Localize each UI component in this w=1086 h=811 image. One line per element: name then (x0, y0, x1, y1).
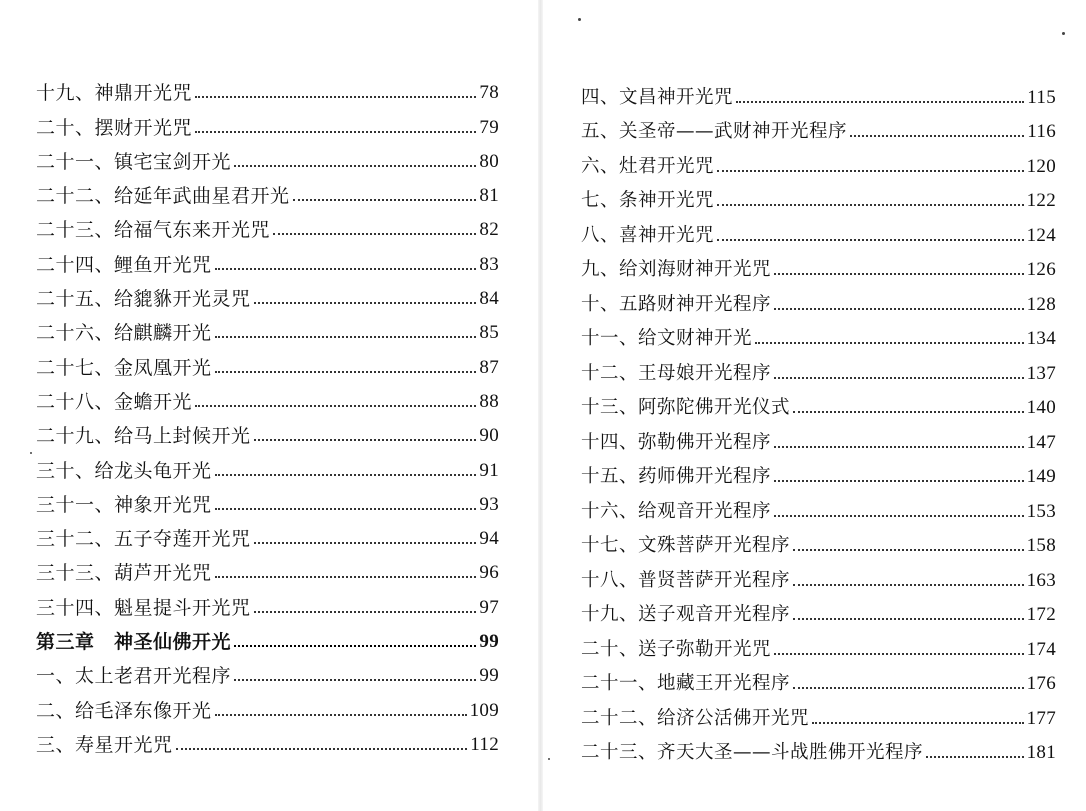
dot-leader (774, 446, 1024, 448)
toc-entry-title: 十九、送子观音开光程序 (581, 604, 791, 625)
toc-entry-page-number: 115 (1027, 86, 1056, 108)
toc-entry-title: 二十四、鲤鱼开光咒 (36, 253, 212, 276)
toc-entry-title: 二十二、给延年武曲星君开光 (36, 185, 290, 208)
toc-entry-page-number: 84 (479, 288, 499, 310)
toc-entry-title: 第三章 神圣仙佛开光 (36, 631, 232, 654)
toc-entry-page-number: 112 (470, 733, 499, 755)
dot-leader (195, 131, 476, 133)
toc-entry[interactable] (36, 181, 499, 215)
dot-leader (774, 480, 1024, 482)
dot-leader (793, 411, 1024, 413)
toc-entry-page-number: 90 (479, 425, 499, 447)
dot-leader (176, 748, 468, 750)
dot-leader (293, 199, 477, 201)
toc-entry-page-number: 181 (1026, 742, 1056, 763)
dot-leader (717, 239, 1024, 241)
dot-leader (793, 687, 1024, 689)
toc-entry-page-number: 85 (479, 322, 499, 344)
toc-entry-page-number: 93 (479, 493, 499, 515)
dot-leader (812, 722, 1024, 724)
toc-entry-title: 二十三、给福气东来开光咒 (36, 219, 271, 242)
toc-entry-title: 二十九、给马上封候开光 (36, 425, 251, 448)
dot-leader (215, 576, 477, 578)
toc-entry-page-number: 137 (1026, 362, 1056, 384)
toc-entry-page-number: 96 (479, 562, 499, 584)
toc-entry-page-number: 88 (479, 390, 499, 412)
toc-entry[interactable] (36, 524, 499, 558)
dot-leader (850, 135, 1024, 137)
right-page (543, 0, 1086, 811)
toc-entry[interactable] (581, 427, 1056, 462)
toc-entry[interactable] (581, 289, 1056, 324)
toc-entry[interactable] (36, 147, 499, 181)
toc-entry-title: 一、太上老君开光程序 (36, 665, 232, 688)
dot-leader (717, 170, 1024, 172)
toc-entry-title: 三十二、五子夺莲开光咒 (36, 528, 251, 551)
toc-entry-page-number: 122 (1026, 190, 1056, 211)
toc-entry[interactable] (36, 661, 499, 695)
dot-leader (793, 584, 1024, 586)
toc-entry[interactable] (36, 387, 499, 421)
toc-entry[interactable] (36, 112, 499, 146)
dot-leader (774, 273, 1024, 275)
dot-leader (215, 474, 477, 476)
toc-entry-title: 十六、给观音开光程序 (581, 500, 772, 522)
toc-list-left (36, 78, 499, 764)
dot-leader (254, 542, 477, 544)
toc-entry[interactable] (36, 284, 499, 318)
toc-entry-title: 二十七、金凤凰开光 (36, 356, 212, 379)
toc-entry-page-number: 97 (479, 596, 499, 618)
toc-entry-page-number: 91 (479, 459, 499, 481)
toc-entry-title: 十八、普贤菩萨开光程序 (581, 569, 791, 591)
toc-entry-title: 三、寿星开光咒 (36, 733, 173, 756)
toc-entry-page-number: 87 (479, 356, 499, 378)
toc-entry-page-number: 94 (479, 528, 499, 550)
toc-entry-page-number: 120 (1026, 155, 1056, 177)
dot-leader (755, 342, 1024, 344)
toc-entry[interactable] (581, 358, 1056, 393)
toc-entry-page-number: 124 (1026, 224, 1056, 246)
toc-entry-title: 五、关圣帝——武财神开光程序 (581, 121, 848, 142)
toc-entry[interactable] (581, 186, 1056, 221)
scan-speck (548, 758, 550, 760)
dot-leader (736, 101, 1024, 103)
toc-entry-page-number: 176 (1026, 673, 1056, 694)
dot-leader (234, 645, 476, 647)
toc-entry-page-number: 83 (479, 253, 499, 275)
dot-leader (254, 302, 477, 304)
toc-entry-title: 十三、阿弥陀佛开光仪式 (581, 397, 791, 418)
toc-entry[interactable] (36, 421, 499, 455)
toc-entry[interactable] (581, 634, 1056, 669)
toc-entry[interactable] (581, 462, 1056, 497)
dot-leader (717, 204, 1024, 206)
toc-entry-title: 十九、神鼎开光咒 (36, 82, 193, 105)
toc-entry[interactable] (581, 496, 1056, 531)
toc-entry-page-number: 78 (479, 82, 499, 104)
dot-leader (793, 549, 1024, 551)
toc-entry[interactable] (36, 558, 499, 592)
toc-entry[interactable] (581, 669, 1056, 704)
toc-entry-title: 八、喜神开光咒 (581, 224, 715, 246)
dot-leader (215, 268, 477, 270)
toc-entry-page-number: 128 (1026, 293, 1056, 315)
dot-leader (793, 618, 1024, 620)
scan-speck (1062, 32, 1065, 35)
toc-entry-title: 二十三、齐天大圣——斗战胜佛开光程序 (581, 742, 924, 763)
dot-leader (234, 165, 476, 167)
toc-entry-title: 七、条神开光咒 (581, 190, 715, 211)
toc-entry-title: 十七、文殊菩萨开光程序 (581, 535, 791, 556)
dot-leader (774, 653, 1024, 655)
toc-entry[interactable] (36, 695, 499, 729)
toc-entry[interactable] (36, 249, 499, 283)
toc-entry[interactable] (581, 738, 1056, 773)
toc-entry-title: 二十六、给麒麟开光 (36, 322, 212, 345)
toc-entry-page-number: 153 (1026, 500, 1056, 522)
toc-list-right (581, 82, 1056, 772)
toc-entry[interactable] (36, 215, 499, 249)
toc-entry-title: 二十五、给貔貅开光灵咒 (36, 288, 251, 311)
toc-entry-page-number: 177 (1026, 707, 1056, 729)
scan-speck (578, 18, 581, 21)
toc-entry[interactable] (36, 352, 499, 386)
toc-entry-page-number: 109 (469, 699, 499, 721)
dot-leader (215, 714, 467, 716)
dot-leader (195, 96, 476, 98)
toc-entry[interactable] (36, 730, 499, 764)
dot-leader (215, 336, 477, 338)
toc-entry[interactable] (36, 78, 499, 112)
toc-entry-title: 二十、摆财开光咒 (36, 116, 193, 139)
dot-leader (273, 233, 476, 235)
toc-entry[interactable] (581, 565, 1056, 600)
dot-leader (774, 515, 1024, 517)
toc-entry-page-number: 80 (479, 150, 499, 172)
scan-speck (30, 452, 32, 454)
toc-entry[interactable] (36, 455, 499, 489)
left-page (0, 0, 540, 811)
toc-entry-title: 九、给刘海财神开光咒 (581, 259, 772, 280)
toc-entry-title: 十、五路财神开光程序 (581, 293, 772, 315)
toc-entry-title: 二十、送子弥勒开光咒 (581, 638, 772, 660)
toc-entry-title: 三十三、葫芦开光咒 (36, 562, 212, 585)
dot-leader (195, 405, 476, 407)
toc-entry-title: 六、灶君开光咒 (581, 155, 715, 177)
toc-entry-page-number: 134 (1026, 328, 1056, 349)
toc-entry-title: 十五、药师佛开光程序 (581, 466, 772, 487)
toc-entry-title: 二十八、金蟾开光 (36, 390, 193, 413)
dot-leader (774, 377, 1024, 379)
dot-leader (234, 679, 476, 681)
toc-entry-title: 二、给毛泽东像开光 (36, 699, 212, 722)
dot-leader (254, 439, 477, 441)
toc-entry-page-number: 149 (1026, 466, 1056, 487)
toc-entry[interactable] (36, 627, 499, 661)
toc-entry[interactable] (581, 393, 1056, 428)
toc-entry-title: 三十一、神象开光咒 (36, 493, 212, 516)
toc-entry[interactable] (581, 117, 1056, 152)
toc-entry-page-number: 172 (1026, 604, 1056, 625)
toc-entry[interactable] (581, 703, 1056, 738)
toc-entry-title: 三十、给龙头龟开光 (36, 459, 212, 482)
dot-leader (254, 611, 477, 613)
toc-entry-page-number: 140 (1026, 397, 1056, 418)
toc-entry[interactable] (581, 600, 1056, 635)
toc-entry-page-number: 99 (479, 665, 499, 687)
toc-entry-title: 十二、王母娘开光程序 (581, 362, 772, 384)
toc-entry[interactable] (36, 592, 499, 626)
toc-entry[interactable] (36, 318, 499, 352)
toc-entry[interactable] (581, 531, 1056, 566)
toc-entry-page-number: 158 (1026, 535, 1056, 556)
toc-entry-page-number: 126 (1026, 259, 1056, 280)
toc-entry-title: 二十一、镇宅宝剑开光 (36, 150, 232, 173)
toc-entry-page-number: 99 (479, 631, 499, 653)
toc-entry[interactable] (581, 151, 1056, 186)
toc-entry-title: 三十四、魁星提斗开光咒 (36, 596, 251, 619)
toc-entry[interactable] (581, 220, 1056, 255)
toc-entry-page-number: 79 (479, 116, 499, 138)
toc-entry[interactable] (581, 324, 1056, 359)
toc-entry[interactable] (581, 82, 1056, 117)
toc-entry-title: 四、文昌神开光咒 (581, 86, 734, 108)
toc-entry-title: 二十一、地藏王开光程序 (581, 673, 791, 694)
toc-entry[interactable] (581, 255, 1056, 290)
toc-entry-title: 十一、给文财神开光 (581, 328, 753, 349)
dot-leader (774, 308, 1024, 310)
toc-entry-page-number: 81 (479, 185, 499, 207)
dot-leader (926, 756, 1024, 758)
toc-entry-page-number: 174 (1026, 638, 1056, 660)
dot-leader (215, 371, 477, 373)
dot-leader (215, 508, 477, 510)
toc-entry-page-number: 163 (1026, 569, 1056, 591)
toc-entry-page-number: 147 (1026, 431, 1056, 453)
toc-entry-title: 二十二、给济公活佛开光咒 (581, 707, 810, 729)
toc-entry-page-number: 82 (479, 219, 499, 241)
toc-entry[interactable] (36, 490, 499, 524)
toc-entry-page-number: 116 (1027, 121, 1056, 142)
toc-entry-title: 十四、弥勒佛开光程序 (581, 431, 772, 453)
